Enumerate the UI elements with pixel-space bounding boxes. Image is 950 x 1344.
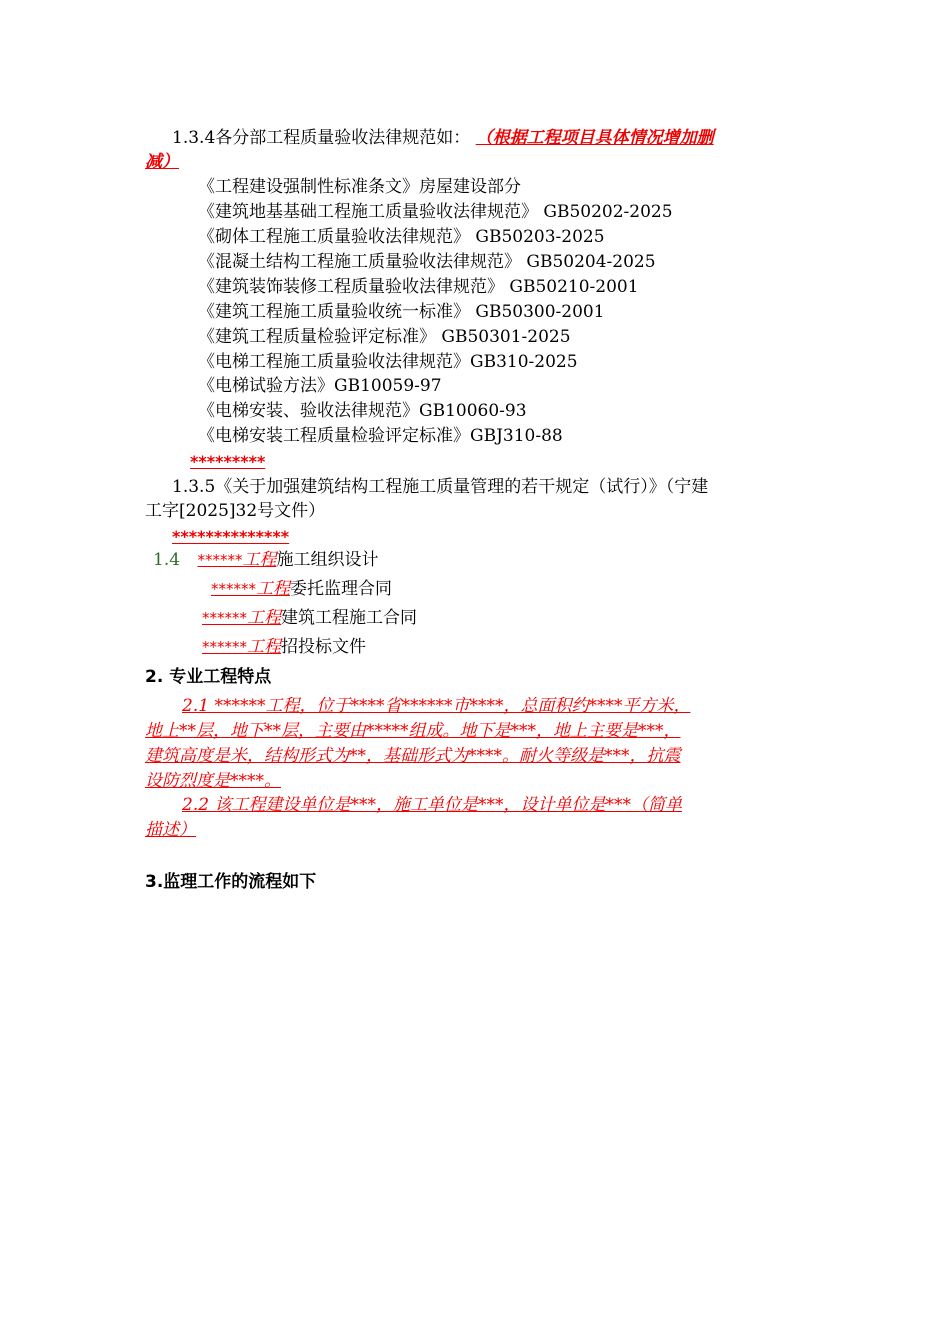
item-name: 建筑工程施工合同 — [281, 608, 417, 628]
standard-item: 《建筑工程施工质量验收统一标准》 GB50300-2001 — [198, 302, 605, 322]
standard-item: 《电梯工程施工质量验收法律规范》GB310-2025 — [198, 352, 578, 372]
section-1-3-5-line1: 1.3.5《关于加强建筑结构工程施工质量管理的若干规定（试行）》（宁建 — [172, 477, 709, 497]
paragraph-2-1-line: 地上**层，地下**层，主要由*****组成。地下是***，地上主要是***， — [145, 721, 681, 741]
item-stars: ****** — [202, 638, 247, 656]
section-1-3-4-note-cont: 减） — [145, 152, 179, 172]
section-1-4-item — [153, 548, 378, 572]
item-name: 委托监理合同 — [290, 579, 392, 599]
item-name: 招投标文件 — [281, 637, 366, 657]
standard-item: 《砌体工程施工质量验收法律规范》 GB50203-2025 — [198, 227, 605, 247]
section-1-3-4-heading — [172, 126, 714, 150]
standard-item: 《电梯试验方法》GB10059-97 — [198, 376, 442, 396]
standard-item: 《混凝土结构工程施工质量验收法律规范》 GB50204-2025 — [198, 252, 656, 272]
paragraph-2-2-line: 描述） — [145, 820, 196, 840]
standard-item: 《电梯安装、验收法律规范》GB10060-93 — [198, 401, 527, 421]
item-stars: ****** — [211, 580, 256, 598]
item-project: 工程 — [256, 579, 290, 599]
standard-item: 《建筑装饰装修工程质量验收法律规范》 GB50210-2001 — [198, 277, 639, 297]
paragraph-2-2-line: 2.2 该工程建设单位是***，施工单位是***，设计单位是***（简单 — [182, 795, 682, 815]
section-1-4-item — [202, 606, 417, 630]
section-1-4-item — [211, 577, 392, 601]
section-1-4-number: 1.4 — [153, 550, 181, 570]
standard-item: 《电梯安装工程质量检验评定标准》GBJ310-88 — [198, 426, 563, 446]
item-project: 工程 — [242, 550, 277, 570]
item-project: 工程 — [247, 637, 281, 657]
paragraph-2-1-line: 设防烈度是****。 — [145, 771, 281, 791]
placeholder-stars: ********* — [190, 452, 266, 471]
paragraph-2-1-line: 建筑高度是米，结构形式为**，基础形式为****。耐火等级是***，抗震 — [145, 746, 681, 766]
paragraph-2-1-line: 2.1 ******工程，位于****省******市****，总面积约****平方米， — [182, 696, 691, 716]
section-1-3-5-line2: 工字[2025]32号文件） — [145, 501, 326, 521]
standard-item: 《工程建设强制性标准条文》房屋建设部分 — [198, 177, 521, 197]
standard-item: 《建筑地基基础工程施工质量验收法律规范》 GB50202-2025 — [198, 202, 673, 222]
section-1-3-4-note: （根据工程项目具体情况增加删 — [475, 128, 714, 148]
heading-3: 3.监理工作的流程如下 — [145, 872, 317, 892]
item-stars: ****** — [202, 609, 247, 627]
heading-2: 2. 专业工程特点 — [145, 667, 272, 687]
section-1-4-item — [202, 635, 366, 659]
section-1-3-4-lead: 1.3.4各分部工程质量验收法律规范如： — [172, 128, 471, 148]
item-stars: ****** — [197, 551, 243, 569]
standard-item: 《建筑工程质量检验评定标准》 GB50301-2025 — [198, 327, 571, 347]
placeholder-stars: ************** — [172, 527, 290, 546]
item-name: 施工组织设计 — [276, 550, 379, 570]
item-project: 工程 — [247, 608, 281, 628]
